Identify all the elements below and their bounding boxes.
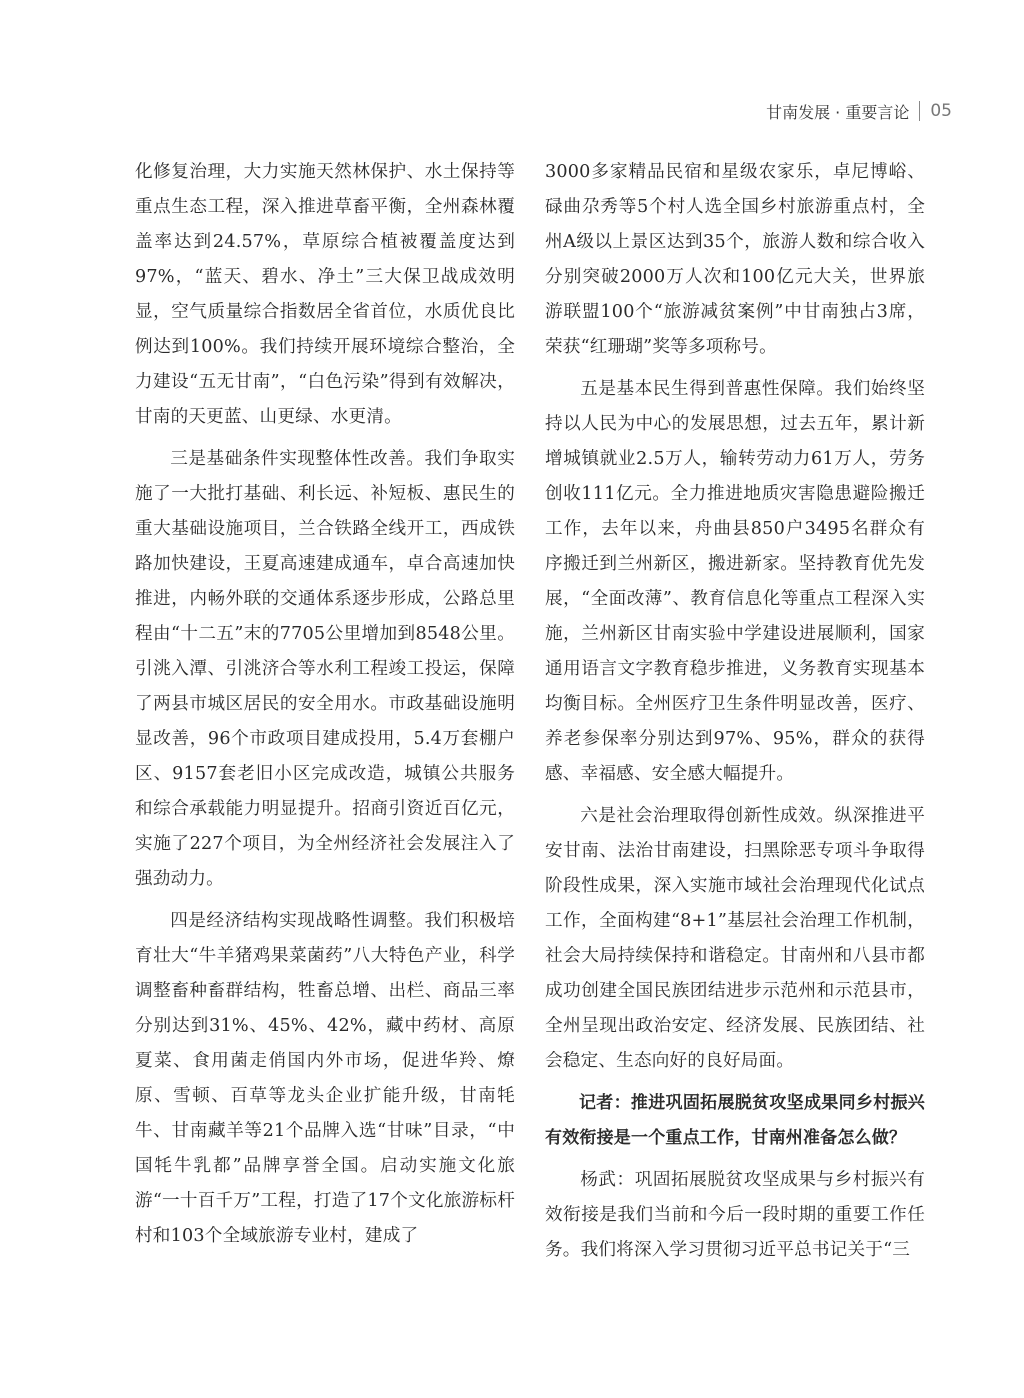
paragraph: 四是经济结构实现战略性调整。我们积极培育壮大“牛羊猪鸡果菜菌药”八大特色产业，科学调整畜种畜群结构，牲畜总增、出栏、商品三率分别达到31%、45%、42%，藏中药材、高原夏菜、食用菌走俏国内外市场，促进华羚、燎原、雪顿、百草等龙头企业扩能升级，甘南牦牛、甘南藏羊等21个品牌入选“甘味”目录，“中国牦牛乳都”品牌享誉全国。启动实施文化旅游“一十百千万”工程，打造了17个文化旅游标杆村和103个全域旅游专业村，建成了 — [135, 911, 515, 1246]
page-number: 05 — [930, 101, 952, 121]
section-title: 甘南发展 · 重要言论 — [766, 102, 910, 122]
interview-answer: 杨武：巩固拓展脱贫攻坚成果与乡村振兴有效衔接是我们当前和今后一段时期的重要工作任务。我们将深入学习贯彻习近平总书记关于“三 — [545, 1170, 925, 1260]
paragraph: 化修复治理，大力实施天然林保护、水土保持等重点生态工程，深入推进草畜平衡，全州森林覆盖率达到24.57%，草原综合植被覆盖度达到97%，“蓝天、碧水、净土”三大保卫战成效明显，空气质量综合指数居全省首位，水质优良比例达到100%。我们持续开展环境综合整治，全力建设“五无甘南”，“白色污染”得到有效解决，甘南的天更蓝、山更绿、水更清。 — [135, 162, 515, 427]
paragraph: 三是基础条件实现整体性改善。我们争取实施了一大批打基础、利长远、补短板、惠民生的重大基础设施项目，兰合铁路全线开工，西成铁路加快建设，王夏高速建成通车，卓合高速加快推进，内畅外联的交通体系逐步形成，公路总里程由“十二五”末的7705公里增加到8548公里。引洮入潭、引洮济合等水利工程竣工投运，保障了两县市城区居民的安全用水。市政基础设施明显改善，96个市政项目建成投用，5.4万套棚户区、9157套老旧小区完成改造，城镇公共服务和综合承载能力明显提升。招商引资近百亿元，实施了227个项目，为全州经济社会发展注入了强劲动力。 — [135, 449, 515, 889]
paragraph: 3000多家精品民宿和星级农家乐，卓尼博峪、碌曲尕秀等5个村人选全国乡村旅游重点村，全州A级以上景区达到35个，旅游人数和综合收入分别突破2000万人次和100亿元大关，世界旅游联盟100个“旅游减贫案例”中甘南独占3席，荣获“红珊瑚”奖等多项称号。 — [545, 162, 925, 357]
paragraph: 六是社会治理取得创新性成效。纵深推进平安甘南、法治甘南建设，扫黑除恶专项斗争取得阶段性成果，深入实施市域社会治理现代化试点工作，全面构建“8+1”基层社会治理工作机制，社会大局持续保持和谐稳定。甘南州和八县市都成功创建全国民族团结进步示范州和示范县市，全州呈现出政治安定、经济发展、民族团结、社会稳定、生态向好的良好局面。 — [545, 806, 925, 1071]
running-header — [766, 100, 952, 122]
header-divider — [919, 101, 920, 121]
paragraph: 五是基本民生得到普惠性保障。我们始终坚持以人民为中心的发展思想，过去五年，累计新增城镇就业2.5万人，输转劳动力61万人，劳务创收111亿元。全力推进地质灾害隐患避险搬迁工作，去年以来，舟曲县850户3495名群众有序搬迁到兰州新区，搬进新家。坚持教育优先发展，“全面改薄”、教育信息化等重点工程深入实施，兰州新区甘南实验中学建设进展顺利，国家通用语言文字教育稳步推进，义务教育实现基本均衡目标。全州医疗卫生条件明显改善，医疗、养老参保率分别达到97%、95%，群众的获得感、幸福感、安全感大幅提升。 — [545, 379, 925, 784]
left-column — [135, 155, 515, 1261]
right-column — [545, 155, 925, 1275]
interview-question: 记者：推进巩固拓展脱贫攻坚成果同乡村振兴有效衔接是一个重点工作，甘南州准备怎么做？ — [545, 1093, 925, 1148]
